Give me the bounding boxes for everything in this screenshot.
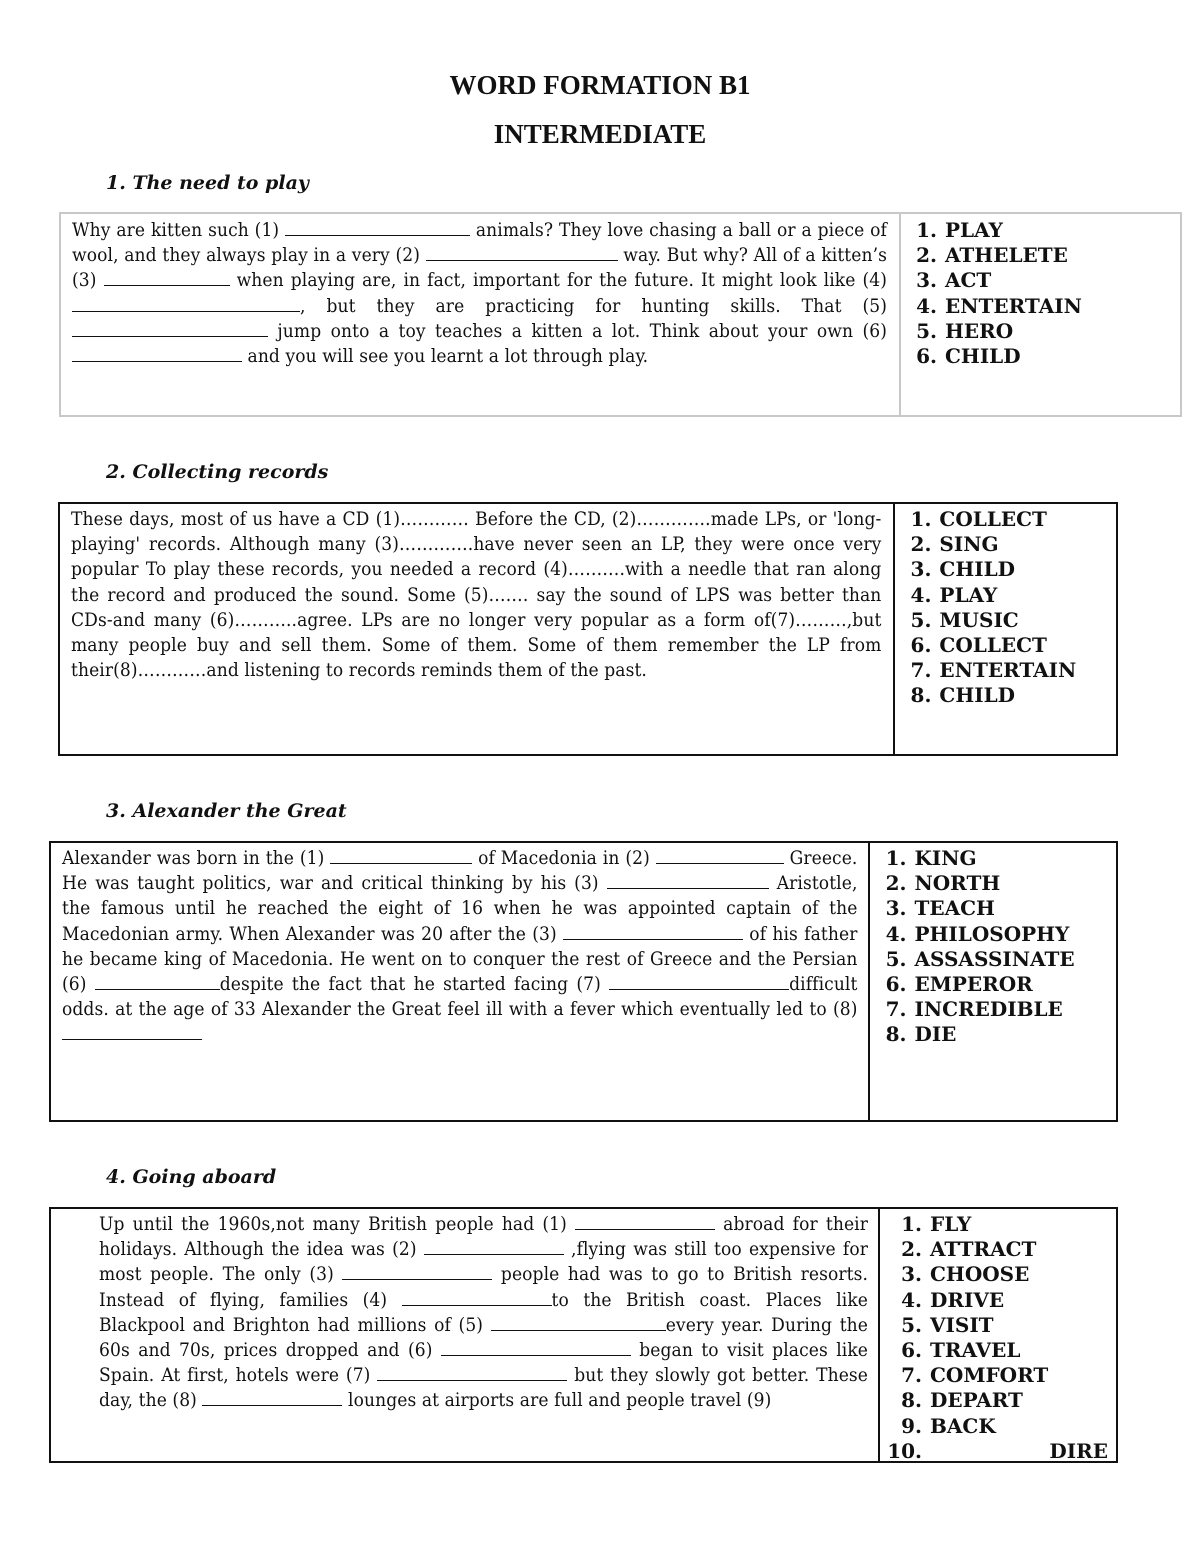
exercise-text-3 (51, 843, 870, 1120)
answer-blank-1 (330, 847, 472, 864)
word-item: 1. FLY (901, 1212, 972, 1236)
text-part: and you will see you learnt a lot through play. (242, 345, 649, 368)
text-part: of Macedonia in (2) (472, 847, 656, 869)
text-part: abroad for their holidays. Although the idea was (2) (99, 1213, 868, 1261)
text-part: every year. During the 60s and 70s, prices dropped and (6) (99, 1313, 868, 1362)
exercise-box-1 (59, 212, 1182, 417)
answer-blank-3 (607, 872, 769, 889)
word-item: 6. COLLECT (910, 633, 1047, 658)
answer-blank-5 (72, 320, 268, 337)
word-item: 3. CHOOSE (901, 1262, 1030, 1287)
text-part: lounges at airports are full and people travel (9) (342, 1389, 772, 1412)
answer-blank-4 (563, 923, 743, 940)
word-list-2 (895, 504, 1116, 754)
worksheet-title: WORD FORMATION B1 (449, 70, 751, 100)
word-item: 8. DIE (885, 1022, 957, 1047)
word-list-3 (870, 843, 1116, 1120)
section-heading-3: 3. Alexander the Great (106, 800, 347, 822)
text-part: way. But why? All of a kitten’s (3) (72, 244, 887, 292)
section-heading-1: 1. The need to play (106, 172, 309, 194)
word-item: 6. CHILD (916, 344, 1021, 369)
section-heading-2: 2. Collecting records (106, 461, 329, 483)
word-item: 2. NORTH (885, 871, 1001, 896)
word-item: 1. KING (885, 846, 977, 870)
word-item: 2. ATTRACT (901, 1237, 1037, 1262)
text-part: animals? They love chasing a ball or a piece of wool, and they always play in a very (2) (72, 219, 887, 267)
text-part: Aristotle, the famous until he reached the eight of 16 when he was appointed captain of the Macedonian army. When Alexander was 20 after the (3) (62, 872, 858, 945)
answer-blank-8 (202, 1389, 342, 1406)
word-item: 7. ENTERTAIN (910, 658, 1077, 683)
answer-blank-6 (441, 1339, 631, 1356)
word-item: 5. VISIT (901, 1312, 994, 1337)
word-item: 5. MUSIC (910, 607, 1019, 632)
text-part: Why are kitten such (1) (72, 219, 286, 241)
exercise-text-4 (51, 1209, 880, 1461)
word-list-4 (880, 1209, 1116, 1461)
word-item: 3. CHILD (910, 557, 1015, 582)
answer-blank-1 (575, 1213, 715, 1230)
word-item: 8. CHILD (910, 683, 1015, 708)
word-item: 3. ACT (916, 268, 992, 293)
word-item: 4. DRIVE (901, 1287, 1005, 1312)
answer-blank-7 (377, 1364, 567, 1381)
word-item: 7. COMFORT (901, 1363, 1049, 1388)
text-part: people had was to go to British resorts. Instead of flying, families (4) (99, 1263, 868, 1311)
word-item: 8. DEPART (901, 1388, 1023, 1413)
answer-blank-4 (402, 1289, 552, 1306)
text-part: ,flying was still too expensive for most people. The only (3) (99, 1238, 868, 1286)
text-part: jump onto a toy teaches a kitten a lot. Think about your own (6) (268, 319, 887, 342)
text-part: to the British coast. Places like Blackpool and Brighton had millions of (5) (99, 1288, 868, 1336)
exercise-text-1 (61, 214, 901, 415)
word-item: 4. PHILOSOPHY (885, 921, 1070, 946)
text-part: began to visit places like Spain. At first, hotels were (7) (99, 1339, 869, 1387)
section-heading-4: 4. Going aboard (106, 1166, 277, 1188)
word-item: 4. ENTERTAIN (916, 293, 1082, 318)
text-part: despite the fact that he started facing (7) (219, 973, 610, 996)
worksheet-level: INTERMEDIATE (493, 119, 707, 149)
word-item: 2. SING (910, 532, 999, 557)
answer-blank-2 (656, 847, 784, 864)
word-item: 10. DIRE (887, 1438, 1108, 1463)
answer-blank-1 (285, 219, 470, 236)
text-part: Greece. He was taught politics, war and critical thinking by his (3) (62, 847, 858, 895)
word-item: 5. HERO (916, 318, 1014, 343)
text-part: , but they are practicing for hunting skills. That (5) (300, 294, 887, 317)
answer-blank-3 (104, 269, 230, 286)
answer-blank-4 (72, 295, 300, 312)
word-item: 6. EMPEROR (885, 972, 1033, 997)
word-item: 1. PLAY (916, 218, 1003, 242)
word-item: 2. ATHELETE (916, 243, 1068, 268)
exercise-box-4 (49, 1207, 1118, 1463)
answer-blank-5 (491, 1314, 666, 1331)
answer-blank-3 (342, 1263, 492, 1280)
word-item: 7. INCREDIBLE (885, 997, 1063, 1022)
answer-blank-6 (95, 973, 220, 990)
exercise-box-3 (49, 841, 1118, 1122)
text-part: of his father he became king of Macedonia. He went on to conquer the rest of Greece and the Persian (6) (62, 922, 858, 996)
answer-blank-6 (72, 345, 242, 362)
word-item: 5. ASSASSINATE (885, 946, 1075, 971)
exercise-text-2: These days, most of us have a CD (1)………… Before the CD, (2)………….made LPs, or 'long-playing' records. Although many (3)………….have never seen an LP, they were once very popular To play these records, you needed a record (4)……….with a needle that ran along the record and produced the sound. Some (5)……. say the sound of LPS was better than CDs-and many (6)………..agree. LPs are no longer very popular as a form of(7)………,but many people buy and sell them. Some of them. Some of them remember the LP from their(8)…………and listening to records reminds them of the past. (60, 504, 895, 754)
word-list-1 (901, 214, 1082, 415)
word-item: 3. TEACH (885, 896, 995, 921)
word-item: 4. PLAY (910, 582, 998, 607)
text-part: but they slowly got better. These day, the (8) (99, 1364, 868, 1412)
answer-blank-7 (609, 973, 789, 990)
word-item: 1. COLLECT (910, 507, 1047, 531)
text-part: difficult odds. at the age of 33 Alexander the Great feel ill with a fever which eventually led to (8) (62, 973, 858, 1021)
text-part: Alexander was born in the (1) (62, 847, 331, 869)
word-item: 9. BACK (901, 1413, 996, 1438)
answer-blank-2 (424, 1238, 564, 1255)
text-part: Up until the 1960s,not many British people had (1) (99, 1213, 576, 1235)
answer-blank-2 (426, 244, 618, 261)
word-item: 6. TRAVEL (901, 1338, 1021, 1363)
text-part: when playing are, in fact, important for the future. It might look like (4) (229, 269, 888, 292)
answer-blank-8 (62, 1023, 202, 1040)
exercise-box-2 (58, 502, 1118, 756)
